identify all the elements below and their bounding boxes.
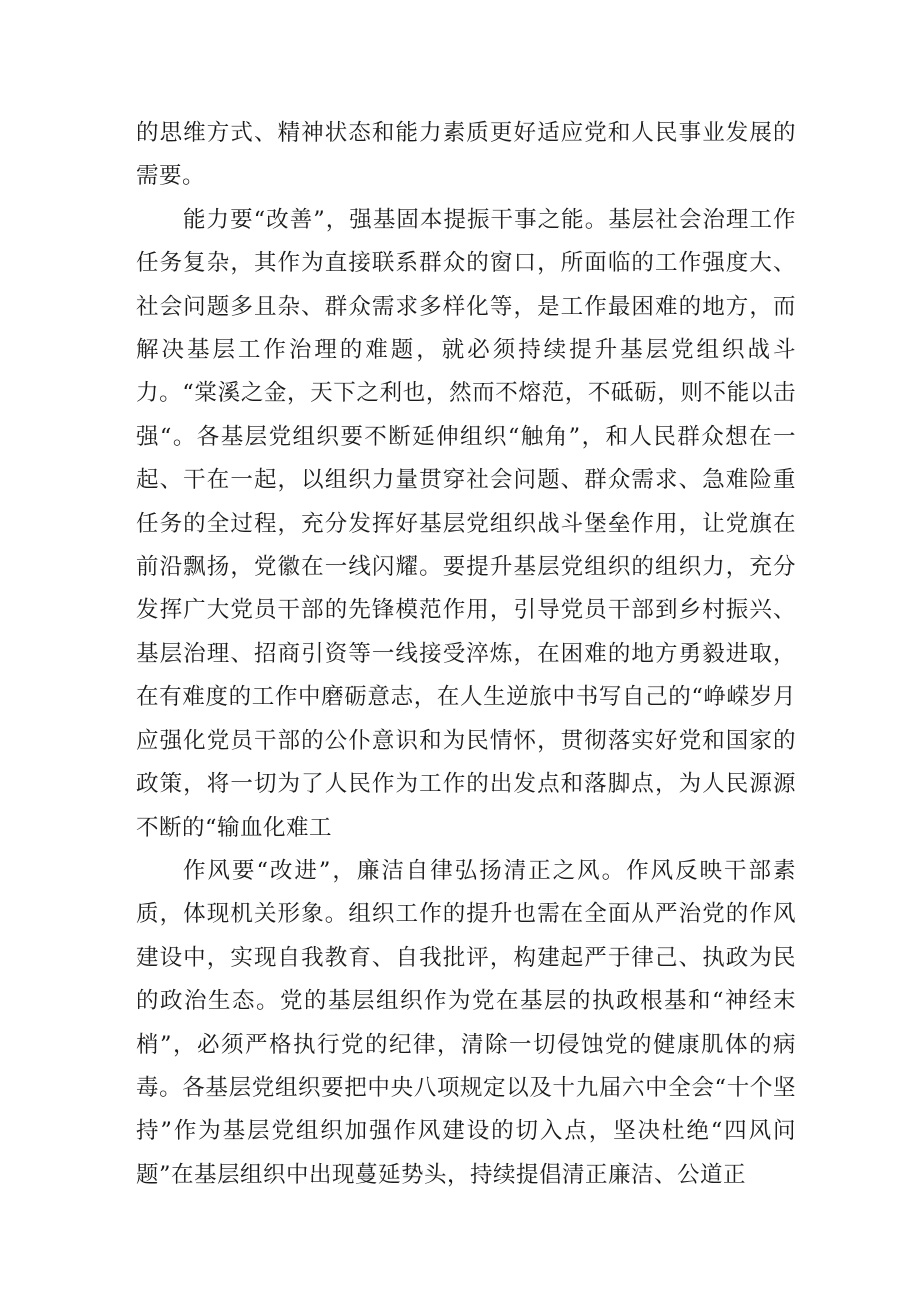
paragraph-work-style-improvement: 作风要“改进”，廉洁自律弘扬清正之风。作风反映干部素质，体现机关形象。组织工作的提升也需在全面从严治党的作风建设中，实现自我教育、自我批评，构建起严于律己、执政为民的政治生态。党的基层组织作为党在基层的执政根基和“神经末梢”，必须严格执行党的纪律，清除一切侵蚀党的健康肌体的病毒。各基层党组织要把中央八项规定以及十九届六中全会“十个坚持”作为基层党组织加强作风建设的切入点，坚决杜绝“四风问题”在基层组织中出现蔓延势头，持续提倡清正廉洁、公道正 bbox=[136, 857, 796, 1188]
paragraph-continuation: 的思维方式、精神状态和能力素质更好适应党和人民事业发展的需要。 bbox=[136, 120, 796, 190]
paragraph-ability-improvement: 能力要“改善”，强基固本提振干事之能。基层社会治理工作任务复杂，其作为直接联系群众的窗口，所面临的工作强度大、社会问题多且杂、群众需求多样化等，是工作最困难的地方，而解决基层工作治理的难题，就必须持续提升基层党组织战斗力。“棠溪之金，天下之利也，然而不熔范，不砥砺，则不能以击强“。各基层党组织要不断延伸组织“触角”，和人民群众想在一起、干在一起，以组织力量贯穿社会问题、群众需求、急难险重任务的全过程，充分发挥好基层党组织战斗堡垒作用，让党旗在前沿飘扬，党徽在一线闪耀。要提升基层党组织的组织力，充分发挥广大党员干部的先锋模范作用，引导党员干部到乡村振兴、基层治理、招商引资等一线接受淬炼，在困难的地方勇毅进取，在有难度的工作中磨砺意志，在人生逆旅中书写自己的“峥嵘岁月应强化党员干部的公仆意识和为民情怀，贯彻落实好党和国家的政策，将一切为了人民作为工作的出发点和落脚点，为人民源源不断的“输血化难工 bbox=[136, 206, 796, 841]
document-body bbox=[136, 112, 796, 1197]
